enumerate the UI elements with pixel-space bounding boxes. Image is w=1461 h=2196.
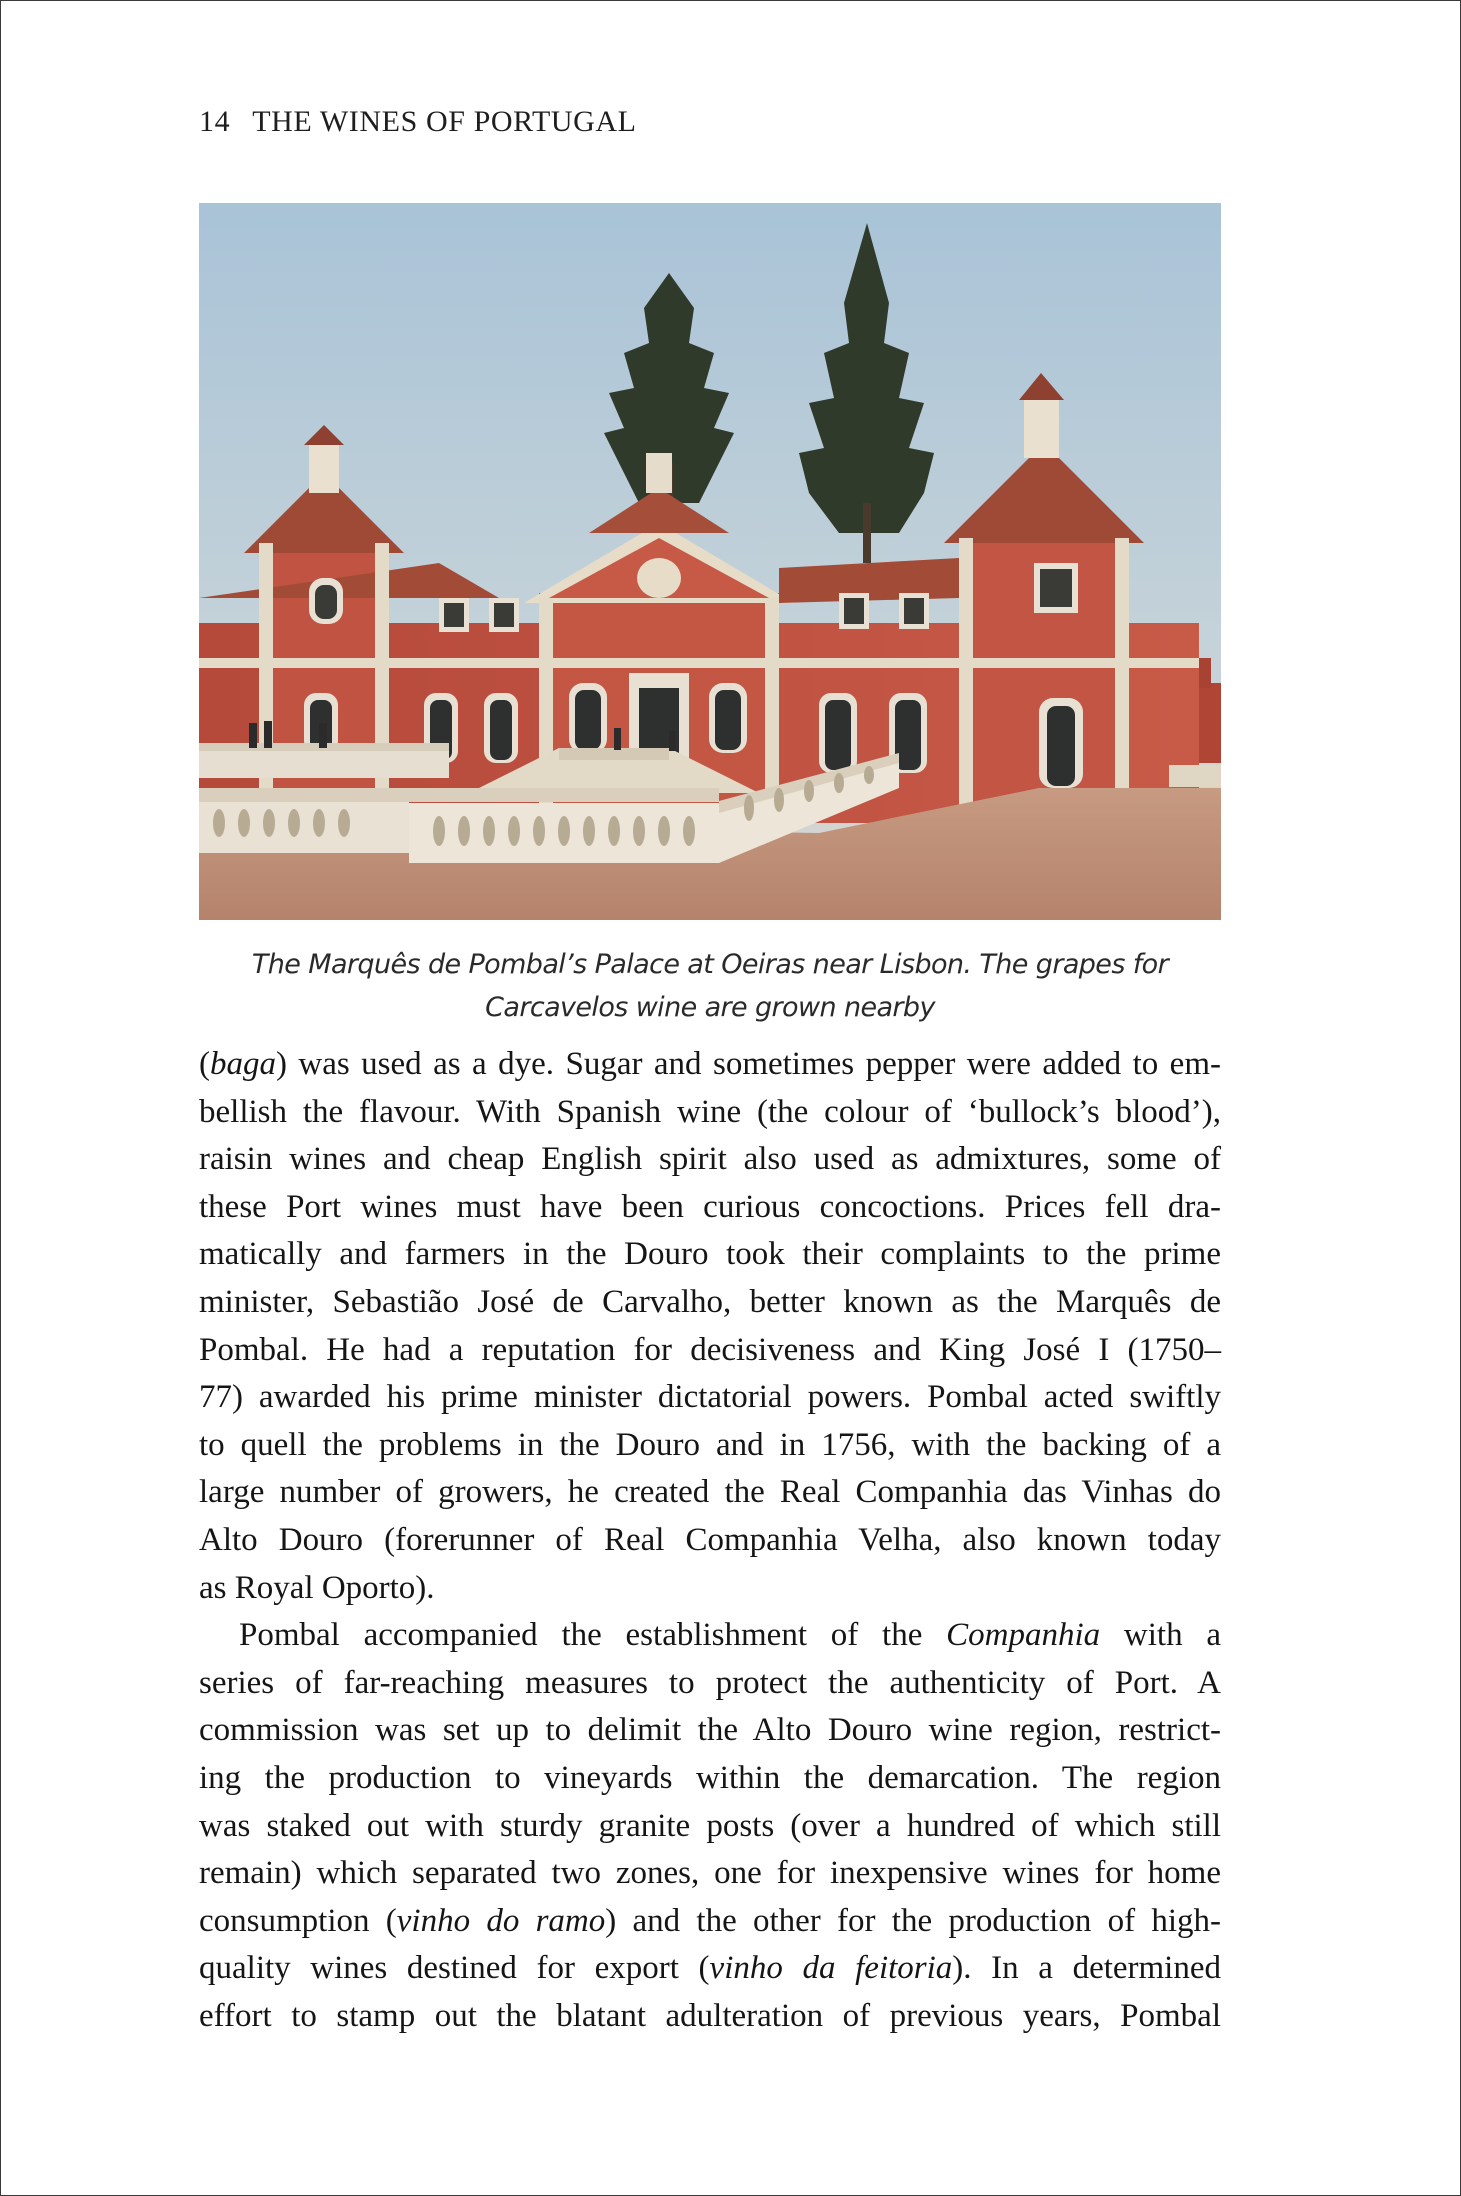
text-line <box>199 1279 1221 1327</box>
text-run: Pombal accompanied the establishment of the <box>239 1617 947 1654</box>
italic-term: baga <box>210 1046 276 1082</box>
text-run: ( <box>199 1046 210 1082</box>
text-line <box>199 1850 1221 1898</box>
text-line <box>199 1707 1221 1755</box>
text-run: 77) awarded his prime minister dictatorial powers. Pombal acted swiftly <box>199 1379 1221 1416</box>
text-line <box>199 1945 1221 1993</box>
italic-term: Companhia <box>946 1617 1101 1654</box>
running-head <box>199 105 637 139</box>
text-run: with a <box>1100 1617 1221 1654</box>
caption-line: The Marquês de Pombal’s Palace at Oeiras near Lisbon. The grapes for <box>251 949 1169 980</box>
text-run: large number of growers, he created the Real Companhia das Vinhas do <box>199 1474 1221 1511</box>
text-run: consumption ( <box>199 1902 397 1939</box>
text-run: these Port wines must have been curious concoctions. Prices fell dra- <box>199 1188 1221 1225</box>
text-line <box>199 1327 1221 1375</box>
text-run: Alto Douro (forerunner of Real Companhia Velha, also known today <box>199 1521 1221 1558</box>
text-run: bellish the flavour. With Spanish wine (the colour of ‘bullock’s blood’), <box>199 1093 1221 1130</box>
text-line <box>199 1184 1221 1232</box>
text-run: to quell the problems in the Douro and in 1756, with the backing of a <box>199 1426 1221 1463</box>
text-run: Pombal. He had a reputation for decisiveness and King José I (1750– <box>199 1331 1221 1368</box>
text-line <box>199 1422 1221 1470</box>
italic-term: vinho do ramo <box>396 1902 606 1939</box>
text-run: commission was set up to delimit the Alto Douro wine region, restrict- <box>199 1712 1221 1749</box>
text-line <box>199 1898 1221 1946</box>
text-run: ). In a determined <box>952 1950 1222 1987</box>
page-number: 14 <box>199 105 231 138</box>
text-run: ) was used as a dye. Sugar and sometimes pepper were added to em- <box>276 1046 1221 1082</box>
text-line <box>199 1612 1221 1660</box>
text-line <box>199 1517 1221 1565</box>
text-line <box>199 1374 1221 1422</box>
text-run: series of far-reaching measures to protect the authenticity of Port. A <box>199 1664 1221 1701</box>
palace-photo-illustration <box>199 203 1221 920</box>
text-line <box>199 1755 1221 1803</box>
text-run: effort to stamp out the blatant adulteration of previous years, Pombal <box>199 1997 1221 2034</box>
text-line <box>199 1041 1221 1089</box>
text-run: remain) which separated two zones, one for inexpensive wines for home <box>199 1855 1221 1892</box>
text-run: raisin wines and cheap English spirit also used as admixtures, some of <box>199 1141 1221 1178</box>
caption-line: Carcavelos wine are grown nearby <box>485 992 935 1023</box>
text-line <box>199 1469 1221 1517</box>
text-line <box>199 1089 1221 1137</box>
italic-term: vinho da feitoria <box>709 1950 953 1987</box>
text-line <box>199 1565 1221 1613</box>
body-text <box>199 1041 1221 2040</box>
text-line <box>199 1803 1221 1851</box>
text-run: as Royal Oporto). <box>199 1569 435 1606</box>
text-run: ) and the other for the production of high- <box>605 1902 1222 1939</box>
text-line <box>199 1993 1221 2041</box>
text-line <box>199 1660 1221 1708</box>
running-head-title: THE WINES OF PORTUGAL <box>252 105 637 138</box>
text-run: ing the production to vineyards within the demarcation. The region <box>199 1759 1221 1796</box>
palace-photograph <box>199 203 1221 920</box>
figure-caption <box>199 943 1221 1029</box>
text-line <box>199 1231 1221 1279</box>
text-line <box>199 1136 1221 1184</box>
text-run: minister, Sebastião José de Carvalho, better known as the Marquês de <box>199 1283 1221 1320</box>
text-run: was staked out with sturdy granite posts (over a hundred of which still <box>199 1807 1221 1844</box>
text-run: quality wines destined for export ( <box>199 1950 710 1987</box>
text-run: matically and farmers in the Douro took their complaints to the prime <box>199 1236 1221 1273</box>
